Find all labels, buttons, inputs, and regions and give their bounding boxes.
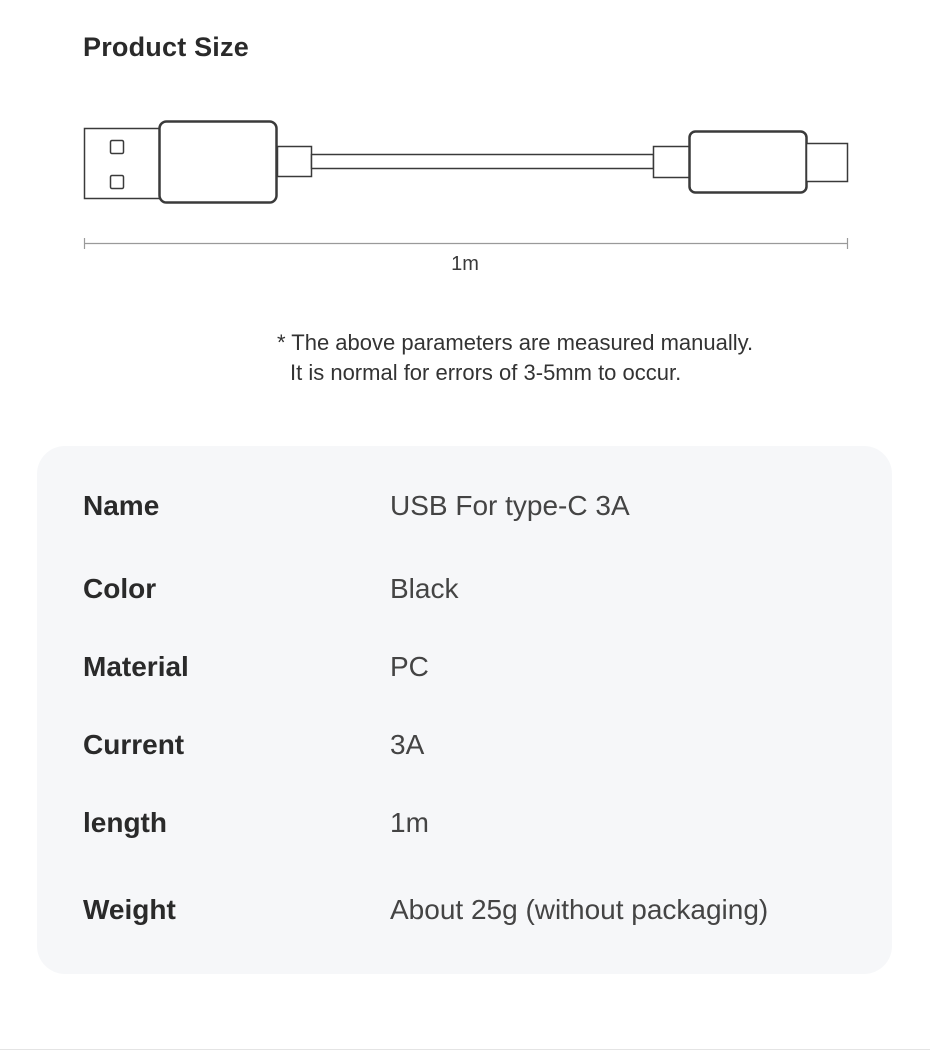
spec-value: About 25g (without packaging) — [390, 894, 769, 925]
spec-value: Black — [390, 573, 459, 604]
spec-key: length — [83, 807, 167, 838]
spec-key: Weight — [83, 894, 176, 925]
spec-key: Current — [83, 729, 185, 760]
usb-a-pin-top — [111, 141, 124, 154]
measurement-note-line2: It is normal for errors of 3-5mm to occur. — [290, 360, 682, 385]
spec-key: Name — [83, 490, 160, 521]
spec-row-length — [37, 807, 892, 847]
spec-row-current — [37, 729, 892, 769]
spec-value: 3A — [390, 729, 425, 760]
spec-row-weight — [37, 894, 892, 934]
spec-value: 1m — [390, 807, 429, 838]
spec-table — [37, 446, 892, 974]
measurement-note-line1: * The above parameters are measured manually. — [277, 330, 754, 355]
spec-value: USB For type-C 3A — [390, 490, 630, 521]
spec-value: PC — [390, 651, 429, 682]
cable-body — [312, 155, 654, 169]
dimension-length-label: 1m — [451, 253, 479, 275]
spec-key: Material — [83, 651, 189, 682]
bottom-divider — [0, 1049, 930, 1050]
type-c-housing — [690, 132, 807, 193]
usb-a-pin-bottom — [111, 176, 124, 189]
spec-row-name — [37, 490, 892, 530]
measurement-note — [277, 328, 753, 388]
strain-relief-left — [278, 147, 312, 177]
section-title: Product Size — [83, 32, 249, 62]
spec-row-material — [37, 651, 892, 691]
usb-a-housing — [160, 122, 277, 203]
type-c-tip — [807, 144, 848, 182]
spec-key: Color — [83, 573, 157, 604]
spec-row-color — [37, 573, 892, 613]
strain-relief-right — [654, 147, 690, 178]
